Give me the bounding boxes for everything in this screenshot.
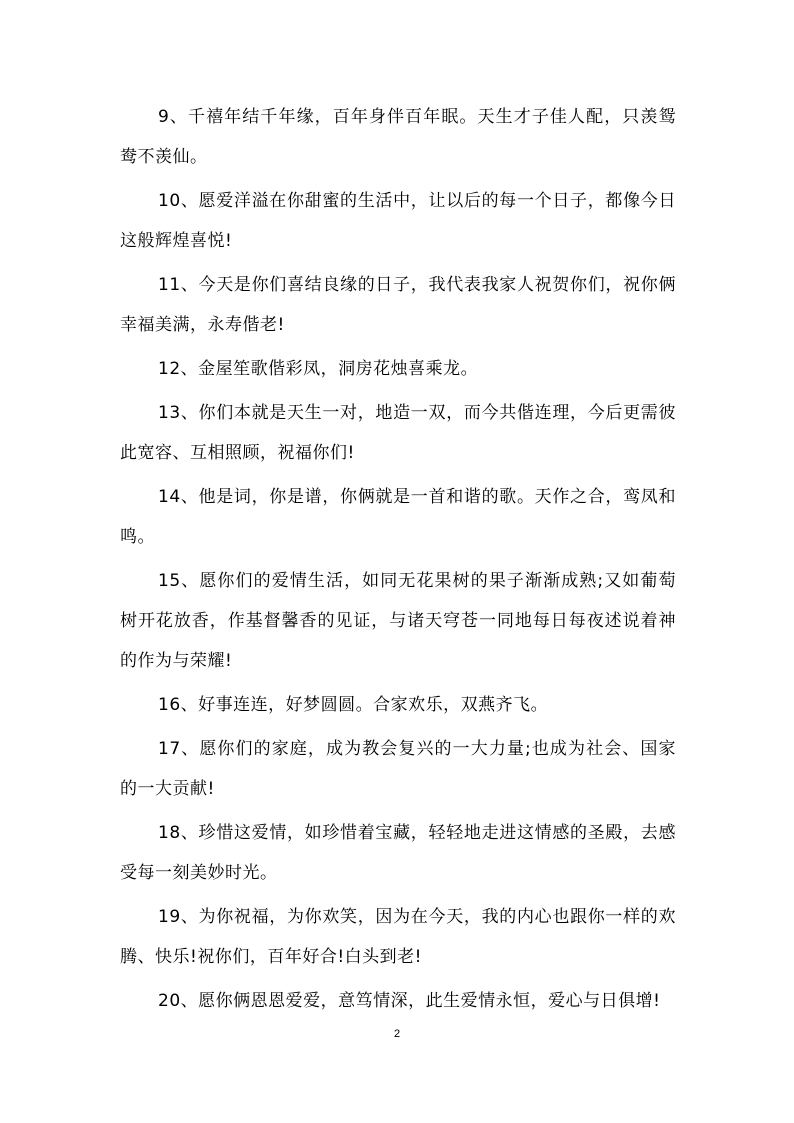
page-body: [120, 97, 676, 1025]
paragraph-12: 12、金屋笙歌偕彩凤，洞房花烛喜乘龙。: [158, 359, 479, 379]
paragraph-10: 10、愿爱洋溢在你甜蜜的生活中，让以后的每一个日子，都像今日这般辉煌喜悦!: [120, 191, 676, 251]
page-number: 2: [393, 1028, 401, 1040]
paragraph-9: 9、千禧年结千年缘，百年身伴百年眠。天生才子佳人配，只羡鸳鸯不羡仙。: [120, 107, 676, 167]
paragraph-11: 11、今天是你们喜结良缘的日子，我代表我家人祝贺你们，祝你俩幸福美满，永寿偕老!: [120, 275, 676, 335]
paragraph-14: 14、他是词，你是谱，你俩就是一首和谐的歌。天作之合，鸾凤和鸣。: [120, 487, 676, 547]
paragraph-15: 15、愿你们的爱情生活，如同无花果树的果子渐渐成熟;又如葡萄树开花放香，作基督馨香的见证，与诸天穹苍一同地每日每夜述说着神的作为与荣耀!: [120, 571, 676, 671]
paragraph-13: 13、你们本就是天生一对，地造一双，而今共偕连理，今后更需彼此宽容、互相照顾，祝福你们!: [120, 403, 676, 463]
paragraph-17: 17、愿你们的家庭，成为教会复兴的一大力量;也成为社会、国家的一大贡献!: [120, 739, 676, 799]
paragraph-20: 20、愿你俩恩恩爱爱，意笃情深，此生爱情永恒，爱心与日俱增!: [158, 991, 661, 1011]
paragraph-16: 16、好事连连，好梦圆圆。合家欢乐，双燕齐飞。: [158, 695, 549, 715]
paragraph-19: 19、为你祝福，为你欢笑，因为在今天，我的内心也跟你一样的欢腾、快乐!祝你们，百年好合!白头到老!: [120, 907, 676, 967]
paragraph-18: 18、珍惜这爱情，如珍惜着宝藏，轻轻地走进这情感的圣殿，去感受每一刻美妙时光。: [120, 823, 676, 883]
